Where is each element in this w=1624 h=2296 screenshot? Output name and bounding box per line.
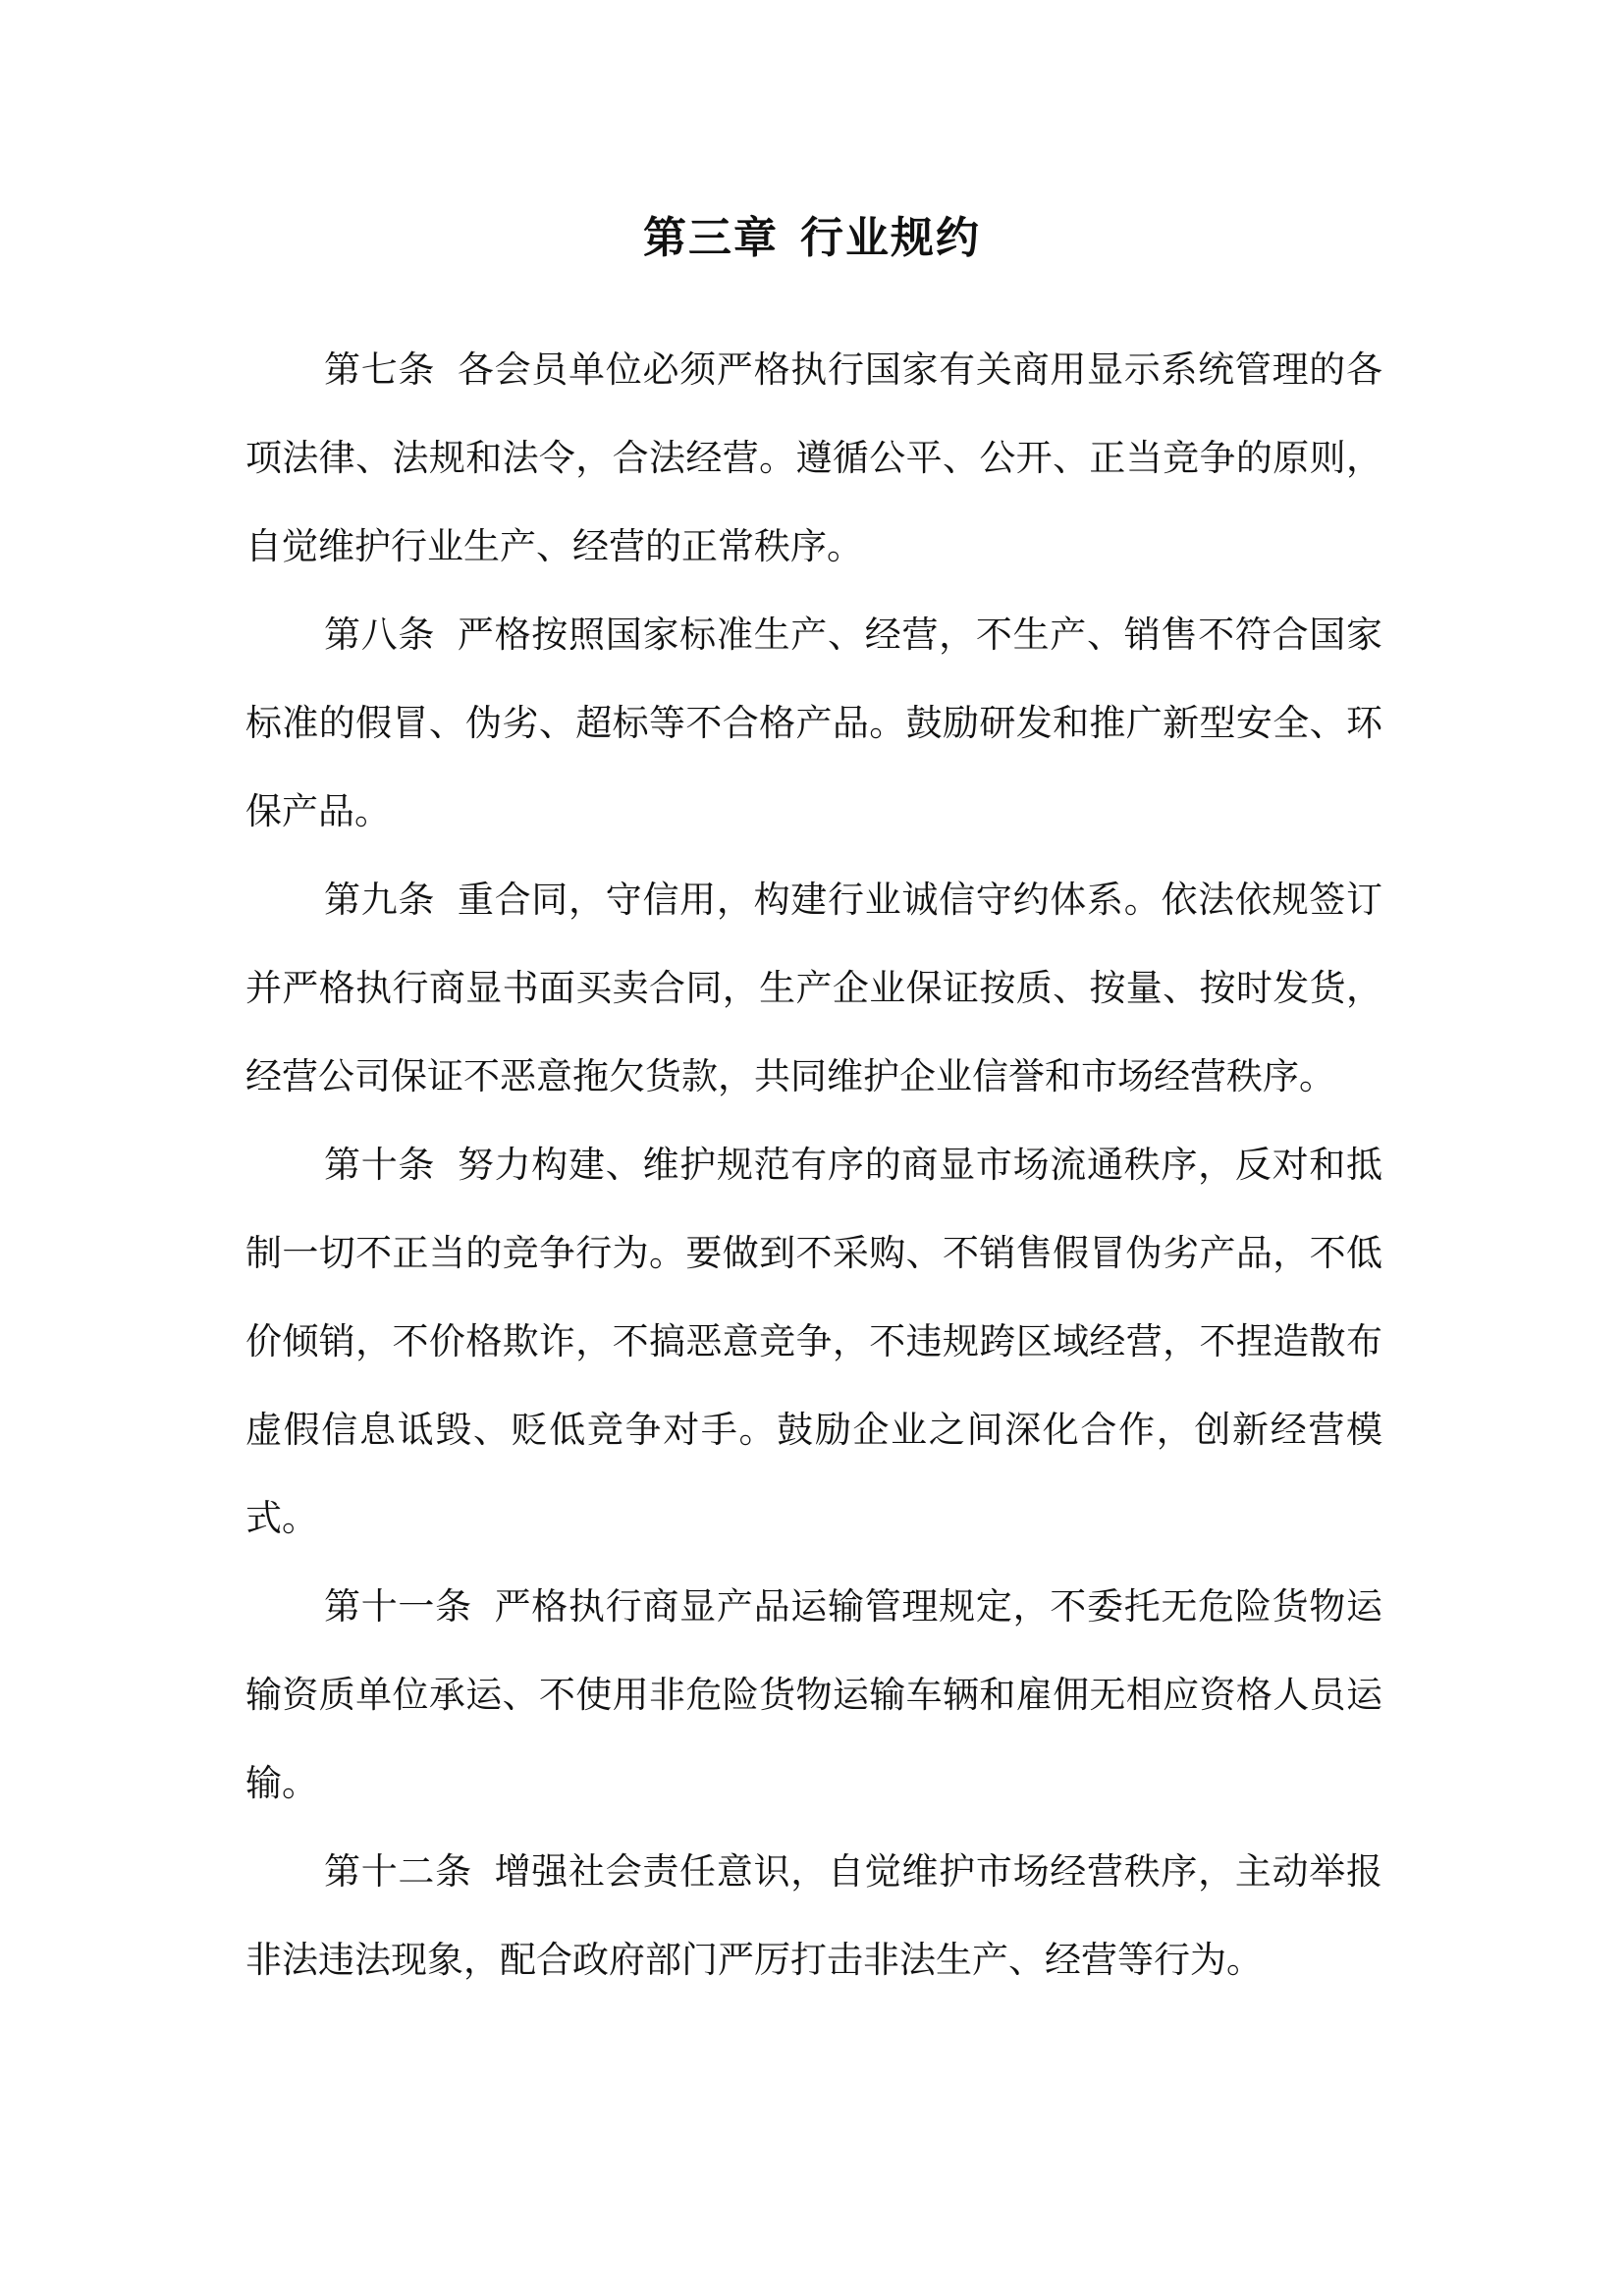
article-list xyxy=(245,326,1382,2004)
article-text: 各会员单位必须严格执行国家有关商用显示系统管理的各项法律、法规和法令，合法经营。遵循公平、公开、正当竞争的原则，自觉维护行业生产、经营的正常秩序。 xyxy=(245,348,1383,567)
article-number: 第十条 xyxy=(324,1144,436,1186)
article-text: 增强社会责任意识，自觉维护市场经营秩序，主动举报非法违法现象，配合政府部门严厉打击非法生产、经营等行为。 xyxy=(245,1850,1383,1981)
article-text: 严格执行商显产品运输管理规定，不委托无危险货物运输资质单位承运、不使用非危险货物运输车辆和雇佣无相应资格人员运输。 xyxy=(245,1585,1383,1804)
article-11 xyxy=(245,1563,1382,1828)
article-number: 第九条 xyxy=(324,879,436,921)
article-text: 重合同，守信用，构建行业诚信守约体系。依法依规签订并严格执行商显书面买卖合同，生产企业保证按质、按量、按时发货，经营公司保证不恶意拖欠货款，共同维护企业信誉和市场经营秩序。 xyxy=(245,879,1383,1097)
article-7 xyxy=(245,326,1382,591)
article-12 xyxy=(245,1828,1382,2004)
article-text: 努力构建、维护规范有序的商显市场流通秩序，反对和抵制一切不正当的竞争行为。要做到不采购、不销售假冒伪劣产品，不低价倾销，不价格欺诈，不搞恶意竞争，不违规跨区域经营，不捏造散布虚假信息诋毁、贬低竞争对手。鼓励企业之间深化合作，创新经营模式。 xyxy=(245,1144,1383,1539)
article-number: 第十二条 xyxy=(324,1850,472,1893)
article-number: 第十一条 xyxy=(324,1585,472,1628)
article-10 xyxy=(245,1121,1382,1563)
article-8 xyxy=(245,591,1382,856)
chapter-title xyxy=(0,204,1624,273)
chapter-name: 行业规约 xyxy=(800,213,981,263)
article-number: 第八条 xyxy=(324,614,436,656)
chapter-number: 第三章 xyxy=(643,213,779,263)
article-text: 严格按照国家标准生产、经营，不生产、销售不符合国家标准的假冒、伪劣、超标等不合格产品。鼓励研发和推广新型安全、环保产品。 xyxy=(245,614,1383,832)
article-9 xyxy=(245,856,1382,1121)
article-number: 第七条 xyxy=(324,348,436,391)
